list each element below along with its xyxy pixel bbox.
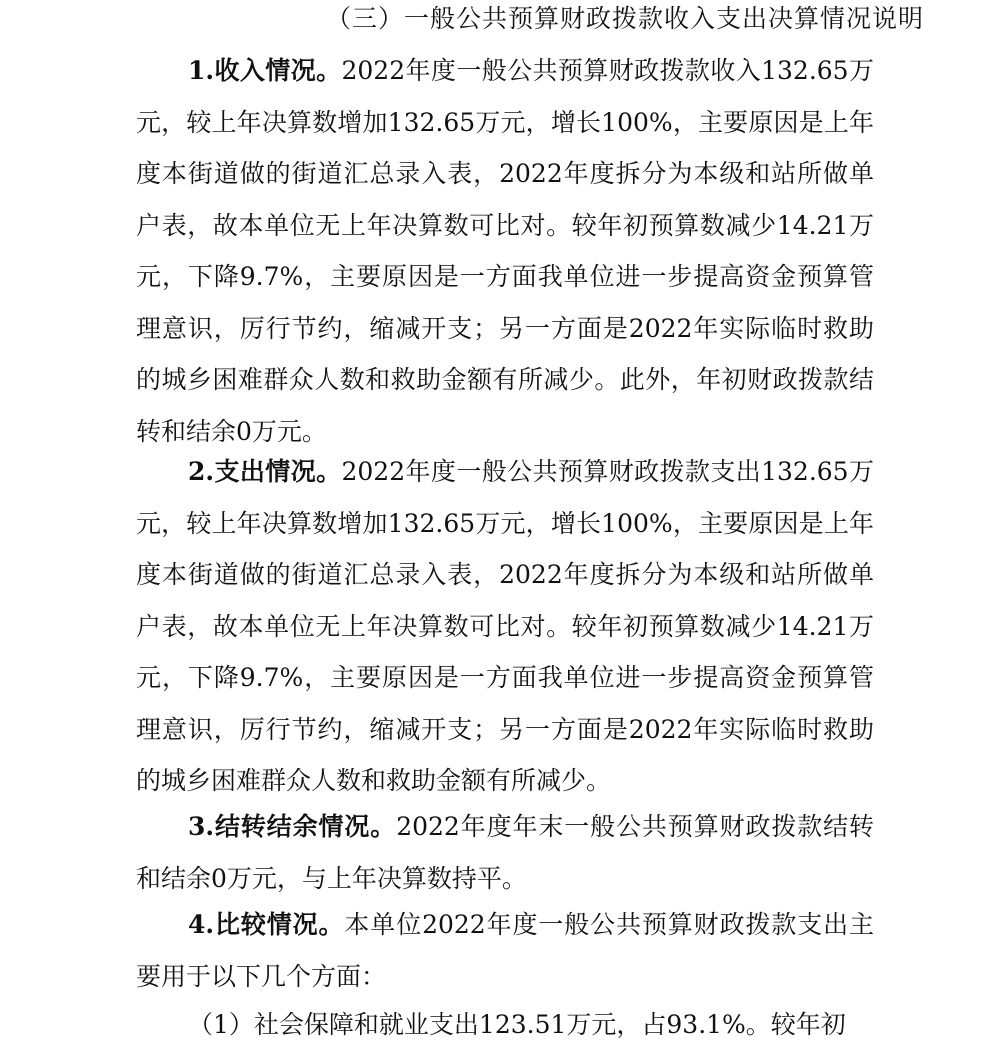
paragraph-expenditure xyxy=(136,446,874,807)
paragraph-lead: 2.支出情况。 xyxy=(188,457,342,486)
paragraph-text: 2022年度一般公共预算财政拨款支出132.65万元，较上年决算数增加132.65万元，增长100%，主要原因是上年度本街道做的街道汇总录入表，2022年度拆分为本级和站所做单户表，故本单位无上年决算数可比对。较年初预算数减少14.21万元，下降9.7%，主要原因是一方面我单位进一步提高资金预算管理意识，厉行节约，缩减开支；另一方面是2022年实际临时救助的城乡困难群众人数和救助金额有所减少。 xyxy=(136,457,874,795)
paragraph-income xyxy=(136,45,874,457)
paragraph-text: （1）社会保障和就业支出123.51万元，占93.1%。较年初 xyxy=(188,1010,846,1039)
paragraph-comparison xyxy=(136,899,874,1002)
paragraph-text: 2022年度年末一般公共预算财政拨款结转和结余0万元，与上年决算数持平。 xyxy=(136,812,875,893)
paragraph-lead: 3.结转结余情况。 xyxy=(188,812,397,841)
paragraph-text: 本单位2022年度一般公共预算财政拨款支出主要用于以下几个方面： xyxy=(136,910,874,991)
section-heading: （三）一般公共预算财政拨款收入支出决算情况说明 xyxy=(326,4,925,33)
paragraph-lead: 1.收入情况。 xyxy=(188,56,342,85)
paragraph-text: 2022年度一般公共预算财政拨款收入132.65万元，较上年决算数增加132.65万元，增长100%，主要原因是上年度本街道做的街道汇总录入表，2022年度拆分为本级和站所做单户表，故本单位无上年决算数可比对。较年初预算数减少14.21万元，下降9.7%，主要原因是一方面我单位进一步提高资金预算管理意识，厉行节约，缩减开支；另一方面是2022年实际临时救助的城乡困难群众人数和救助金额有所减少。此外，年初财政拨款结转和结余0万元。 xyxy=(136,56,874,446)
paragraph-carryover xyxy=(136,801,874,904)
paragraph-lead: 4.比较情况。 xyxy=(188,910,345,939)
